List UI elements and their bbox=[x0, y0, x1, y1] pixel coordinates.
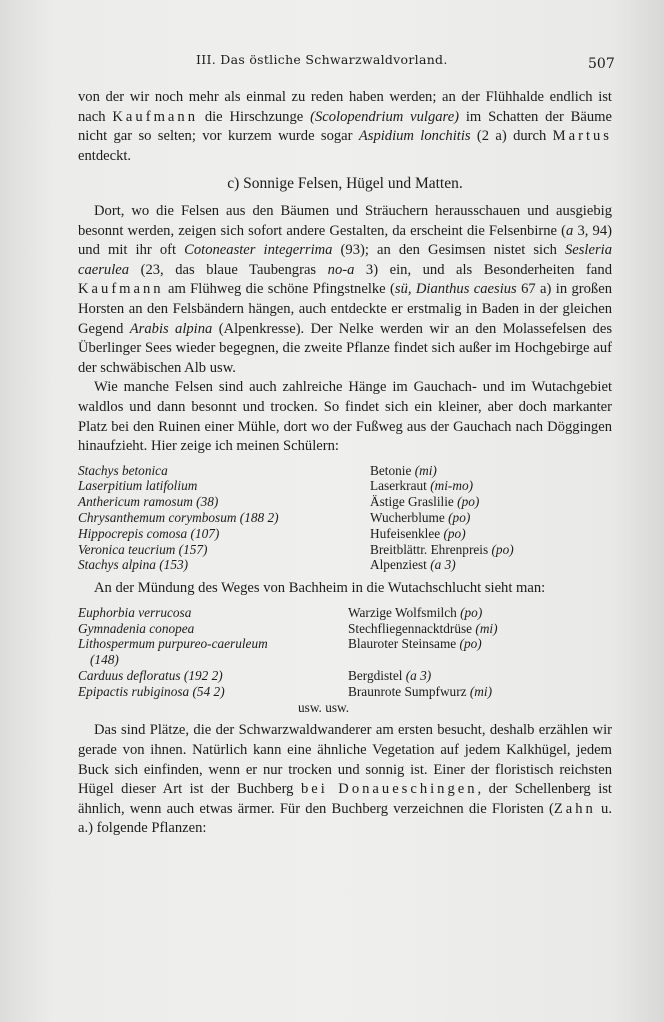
section-heading: c) Sonnige Felsen, Hügel und Matten. bbox=[227, 175, 463, 193]
paragraph-1: von der wir noch mehr als einmal zu reden haben werden; an der Flühhalde endlich ist nach Kaufmann die Hirschzunge (Scolopendrium vulgare) im Schatten der Bäume nicht gar so selten; vor kurzem wurde sogar Aspidium lonchitis (2 a) durch Martus entdeckt. bbox=[78, 89, 612, 164]
latin-name: Cotoneaster integerrima bbox=[184, 242, 333, 259]
list-item: Gymnadenia conopea Stechfliegennacktdrüse (mi) bbox=[78, 620, 498, 636]
body-text bbox=[78, 88, 612, 839]
list-item: Lithospermum purpureo-caeruleum Blauroter Steinsame (po) bbox=[78, 636, 482, 652]
list-item: Hippocrepis comosa (107) Hufeisenklee (po) bbox=[78, 525, 466, 541]
latin-name: Sesleria caerulea bbox=[78, 242, 612, 278]
list-item: Laserpitium latifolium Laserkraut (mi-mo) bbox=[78, 478, 474, 494]
page-number: 507 bbox=[588, 56, 615, 72]
list-item: Epipactis rubiginosa (54 2) Braunrote Sumpfwurz (mi) bbox=[78, 683, 493, 699]
species-list-1 bbox=[78, 463, 612, 574]
list-item: Stachys betonica Betonie (mi) bbox=[78, 462, 437, 478]
list-item: Stachys alpina (153) Alpenziest (a 3) bbox=[78, 557, 456, 573]
latin-name: sü, Dianthus caesius bbox=[394, 281, 517, 298]
running-head: III. Das östliche Schwarzwaldvorland. bbox=[196, 52, 448, 67]
author-name: Martus bbox=[552, 128, 612, 145]
list-item: Euphorbia verrucosa Warzige Wolfsmilch (po) bbox=[78, 604, 483, 620]
paragraph-5: Das sind Plätze, die der Schwarzwaldwanderer am ersten besucht, deshalb erzählen wir gerade von ihnen. Natürlich kann eine ähnliche Vegetation auf jedem Kalkhügel, jedem Buck sich einfinden, wenn er nur trocken und sonnig ist. Einer der floristisch reichsten Hügel dieser Art ist der Buchberg bei Donaueschingen, der Schellenberg ist ähnlich, wenn auch etwas ärmer. Für den Buchberg verzeichnen die Floristen (Zahn u. a.) folgende Pflanzen: bbox=[78, 722, 612, 837]
author-name: Zahn bbox=[553, 800, 596, 817]
paragraph-3: Wie manche Felsen sind auch zahlreiche Hänge im Gauchach- und im Wutachgebiet waldlos und dann besonnt und trocken. So findet sich ein kleiner, aber doch markanter Platz bei den Ruinen einer Mühle, dort wo der Fußweg aus der Gauchach nach Döggingen hinaufzieht. Hier zeige ich meinen Schülern: bbox=[78, 379, 612, 455]
species-list-2 bbox=[78, 605, 612, 716]
latin-name: Aspidium lonchitis bbox=[358, 128, 471, 145]
paragraph-4: An der Mündung des Weges von Bachheim in die Wutachschlucht sieht man: bbox=[94, 580, 546, 597]
place-name: bei Donaueschingen bbox=[300, 781, 478, 798]
page-header bbox=[0, 50, 664, 74]
list-end: usw. usw. bbox=[298, 699, 350, 715]
list-item: Veronica teucrium (157) Breitblättr. Ehrenpreis (po) bbox=[78, 541, 514, 557]
latin-name: (Scolopendrium vulgare) bbox=[310, 108, 460, 125]
paragraph-2: Dort, wo die Felsen aus den Bäumen und Sträuchern herausschauen und ausgiebig besonnt werden, zeigen sich sofort andere Gestalten, da erscheint die Felsenbirne (a 3, 94) und mit ihr oft Cotoneaster integerrima (93); an den Gesimsen nistet sich Sesleria caerulea (23, das blaue Taubengras no-a 3) ein, und als Besonderheiten fand Kaufmann am Flühweg die schöne Pfingstnelke (sü, Dianthus caesius 67 a) in großen Horsten an den Felsbändern hängen, auch entdeckte er erstmalig in Baden in der gleichen Gegend Arabis alpina (Alpenkresse). Der Nelke werden wir an den Molassefelsen des Überlinger Sees wieder begegnen, die zweite Pflanze findet sich außer im Hochgebirge auf der schwäbischen Alb usw. bbox=[78, 202, 612, 376]
author-name: Kaufmann bbox=[78, 281, 164, 298]
list-item: Chrysanthemum corymbosum (188 2) Wucherblume (po) bbox=[78, 510, 471, 526]
latin-name: Arabis alpina bbox=[129, 320, 213, 337]
author-name: Kaufmann bbox=[112, 108, 198, 125]
list-item: Anthericum ramosum (38) Ästige Graslilie (po) bbox=[78, 494, 480, 510]
list-item: (148) bbox=[90, 652, 119, 668]
list-item: Carduus defloratus (192 2) Bergdistel (a 3) bbox=[78, 668, 432, 684]
